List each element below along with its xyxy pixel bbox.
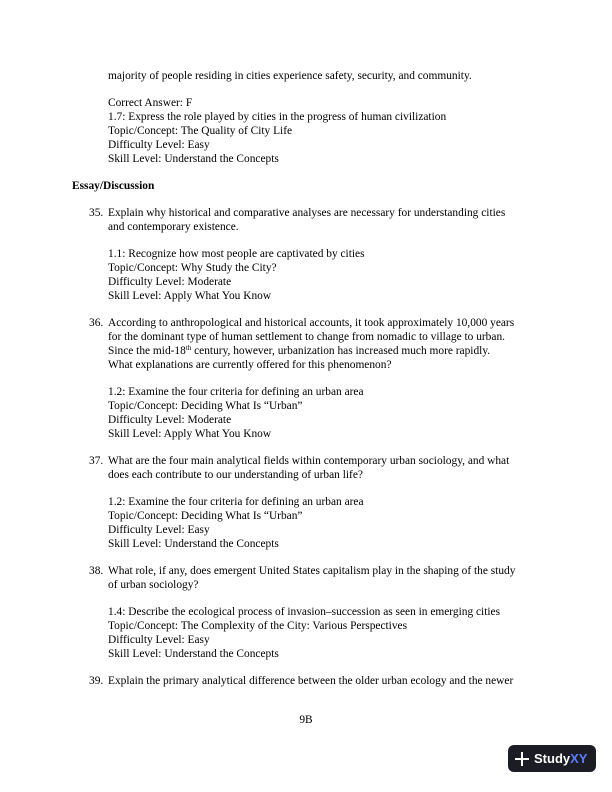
question-text: Since the mid-18th century, however, urbanization has increased much more rapidly. xyxy=(108,344,491,357)
topic-concept: Topic/Concept: Deciding What Is “Urban” xyxy=(108,400,303,412)
plus-icon xyxy=(515,752,529,766)
question-number: 37. xyxy=(89,455,104,467)
question-number: 38. xyxy=(89,565,104,577)
skill-level: Skill Level: Understand the Concepts xyxy=(108,153,279,165)
question-number: 39. xyxy=(89,675,104,687)
topic-concept: Topic/Concept: Deciding What Is “Urban” xyxy=(108,510,303,522)
question-text: What are the four main analytical fields within contemporary urban sociology, and what xyxy=(108,455,510,467)
skill-level: Skill Level: Understand the Concepts xyxy=(108,648,279,660)
difficulty-level: Difficulty Level: Easy xyxy=(108,139,210,151)
skill-level: Skill Level: Apply What You Know xyxy=(108,290,272,302)
learning-objective: 1.2: Examine the four criteria for defining an urban area xyxy=(108,496,364,508)
question-text: for the dominant type of human settlement to change from nomadic to village to urban. xyxy=(108,331,505,343)
topic-concept: Topic/Concept: The Quality of City Life xyxy=(108,125,293,137)
question-text: Explain the primary analytical difference between the older urban ecology and the newer xyxy=(108,675,514,687)
studyxy-badge[interactable] xyxy=(508,745,596,772)
question-text: Explain why historical and comparative analyses are necessary for understanding cities xyxy=(108,207,506,219)
page-number: 9B xyxy=(299,714,313,726)
skill-level: Skill Level: Understand the Concepts xyxy=(108,538,279,550)
difficulty-level: Difficulty Level: Easy xyxy=(108,524,210,536)
question-text: What role, if any, does emergent United States capitalism play in the shaping of the study xyxy=(108,565,516,577)
correct-answer: Correct Answer: F xyxy=(108,97,193,109)
learning-objective: 1.2: Examine the four criteria for defining an urban area xyxy=(108,386,364,398)
continuation-text: majority of people residing in cities experience safety, security, and community. xyxy=(108,70,472,82)
skill-level: Skill Level: Apply What You Know xyxy=(108,428,272,440)
brand-logo-text: StudyXY xyxy=(534,750,588,766)
section-heading: Essay/Discussion xyxy=(72,180,155,192)
topic-concept: Topic/Concept: The Complexity of the City: Various Perspectives xyxy=(108,620,408,632)
topic-concept: Topic/Concept: Why Study the City? xyxy=(108,262,277,274)
question-number: 36. xyxy=(89,317,104,329)
question-text: What explanations are currently offered for this phenomenon? xyxy=(108,359,392,371)
question-text: and contemporary existence. xyxy=(108,221,239,233)
question-text: does each contribute to our understanding of urban life? xyxy=(108,469,363,481)
question-text: of urban sociology? xyxy=(108,579,199,591)
learning-objective: 1.1: Recognize how most people are captivated by cities xyxy=(108,248,365,260)
difficulty-level: Difficulty Level: Easy xyxy=(108,634,210,646)
difficulty-level: Difficulty Level: Moderate xyxy=(108,414,232,426)
learning-objective: 1.4: Describe the ecological process of invasion–succession as seen in emerging cities xyxy=(108,606,501,618)
difficulty-level: Difficulty Level: Moderate xyxy=(108,276,232,288)
question-text: According to anthropological and historical accounts, it took approximately 10,000 years xyxy=(108,317,515,329)
question-number: 35. xyxy=(89,207,104,219)
learning-objective: 1.7: Express the role played by cities in the progress of human civilization xyxy=(108,111,447,123)
